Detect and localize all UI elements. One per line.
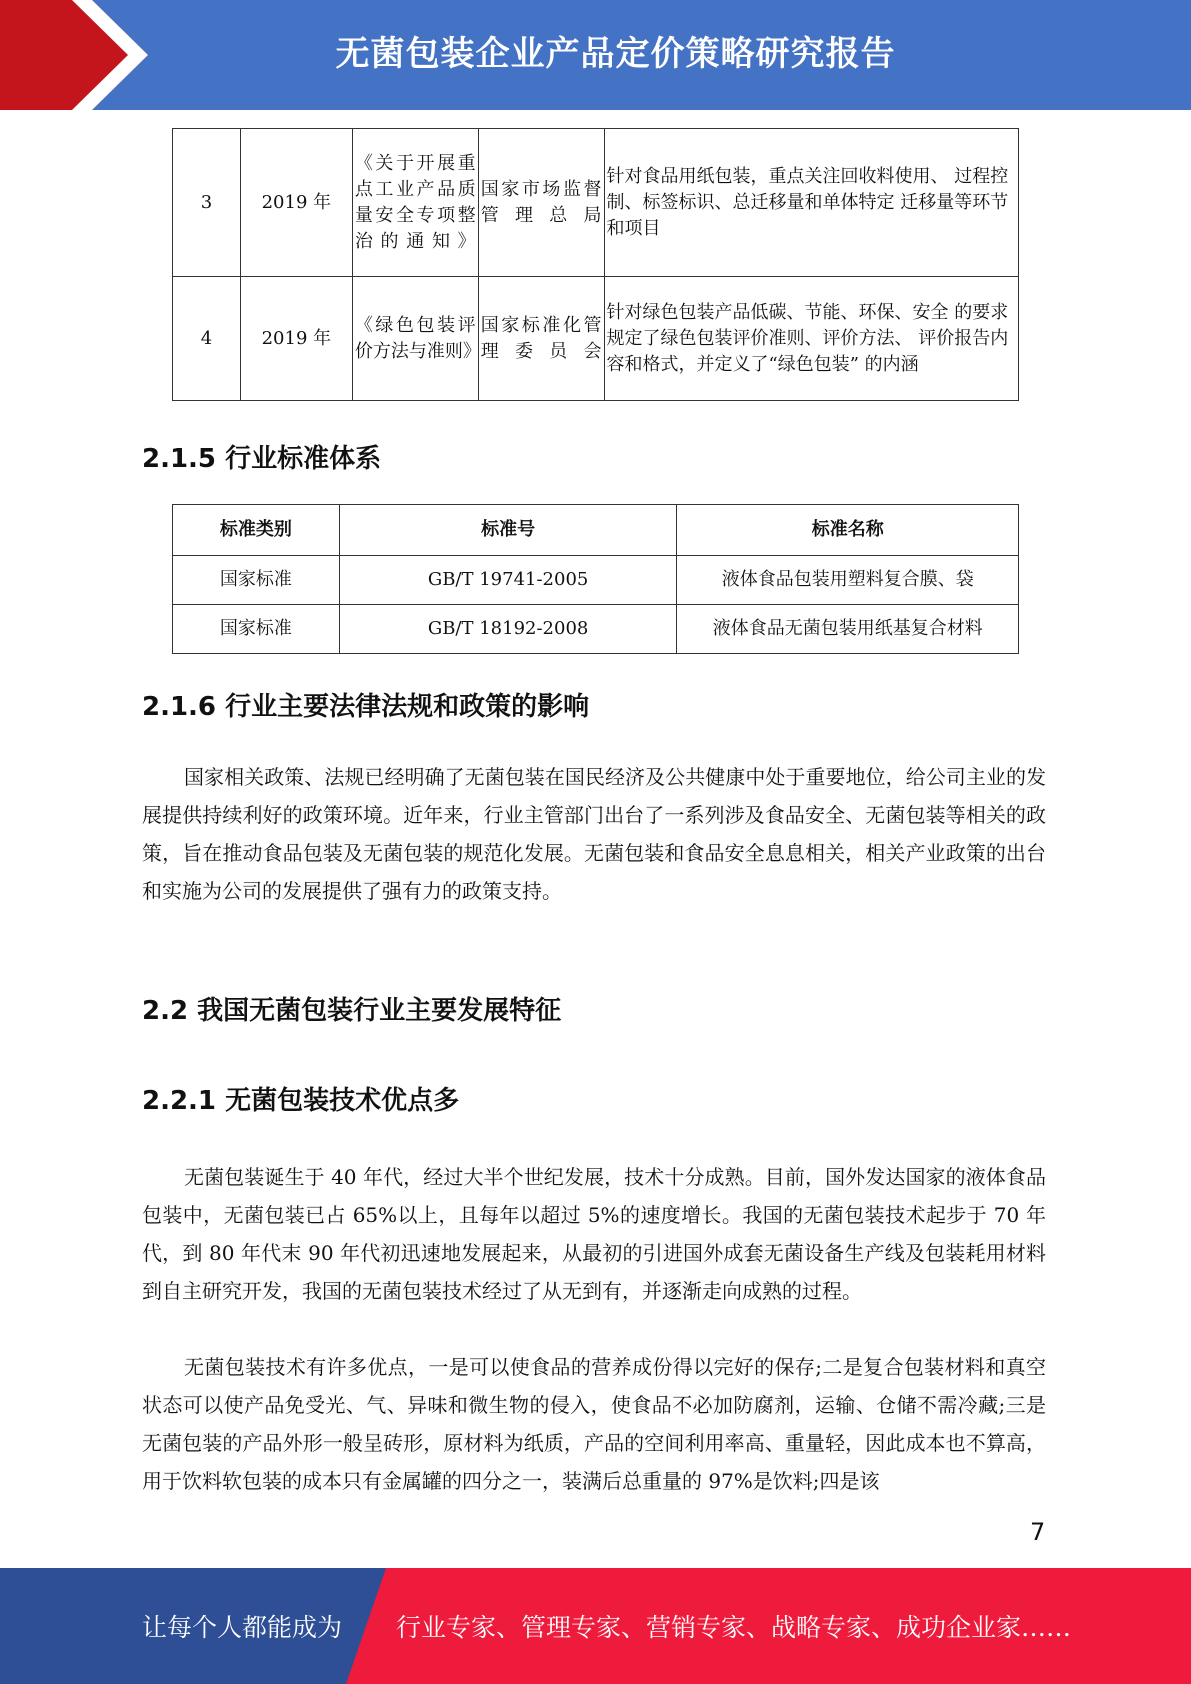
policy-issuer: 国家市场监督管理总局 [478, 129, 604, 277]
standard-category: 国家标准 [173, 556, 340, 605]
section-2-2-1-paragraph-2: 无菌包装技术有许多优点，一是可以使食品的营养成份得以完好的保存;二是复合包装材料和真空状态可以使产品免受光、气、异味和微生物的侵入，使食品不必加防腐剂，运输、仓储不需冷藏;三是无菌包装的产品外形一般呈砖形，原材料为纸质，产品的空间利用率高、重量轻，因此成本也不算高，用于饮料软包装的成本只有金属罐的四分之一，装满后总重量的 97%是饮料;四是该 [142, 1355, 1046, 1493]
table-row [173, 556, 1019, 605]
row-year: 2019 年 [240, 277, 352, 401]
column-header: 标准号 [339, 505, 677, 556]
table-row [173, 277, 1019, 401]
row-number: 4 [173, 277, 241, 401]
page-header [0, 0, 1191, 110]
standard-name: 液体食品包装用塑料复合膜、袋 [677, 556, 1019, 605]
policy-title: 《关于开展重点工业产品质量安全专项整治的通知》 [352, 129, 478, 277]
column-header: 标准名称 [677, 505, 1019, 556]
policy-title: 《绿色包装评价方法与准则》 [352, 277, 478, 401]
section-heading-2-1-6: 2.1.6 行业主要法律法规和政策的影响 [142, 692, 590, 722]
standard-category: 国家标准 [173, 605, 340, 654]
standard-number: GB/T 19741-2005 [339, 556, 677, 605]
footer-slogan-left: 让每个人都能成为 [142, 1613, 343, 1642]
standard-name: 液体食品无菌包装用纸基复合材料 [677, 605, 1019, 654]
section-heading-2-2: 2.2 我国无菌包装行业主要发展特征 [142, 996, 562, 1026]
table-row [173, 129, 1019, 277]
standards-table [172, 504, 1019, 654]
policy-table [172, 128, 1019, 401]
policy-content: 针对绿色包装产品低碳、节能、环保、安全 的要求规定了绿色包装评价准则、评价方法、 评价报告内容和格式，并定义了“绿色包装” 的内涵 [604, 277, 1018, 401]
standard-number: GB/T 18192-2008 [339, 605, 677, 654]
page-number: 7 [1030, 1518, 1046, 1546]
column-header: 标准类别 [173, 505, 340, 556]
section-heading-2-1-5: 2.1.5 行业标准体系 [142, 444, 382, 474]
table-header-row [173, 505, 1019, 556]
section-2-1-6-paragraph: 国家相关政策、法规已经明确了无菌包装在国民经济及公共健康中处于重要地位，给公司主业的发展提供持续利好的政策环境。近年来，行业主管部门出台了一系列涉及食品安全、无菌包装等相关的政策，旨在推动食品包装及无菌包装的规范化发展。无菌包装和食品安全息息相关，相关产业政策的出台和实施为公司的发展提供了强有力的政策支持。 [142, 765, 1046, 903]
table-row [173, 605, 1019, 654]
row-number: 3 [173, 129, 241, 277]
policy-content: 针对食品用纸包装，重点关注回收料使用、 过程控制、标签标识、总迁移量和单体特定 迁移量等环节和项目 [604, 129, 1018, 277]
row-year: 2019 年 [240, 129, 352, 277]
policy-issuer: 国家标准化管理委员会 [478, 277, 604, 401]
page-footer [0, 1568, 1191, 1684]
section-heading-2-2-1: 2.2.1 无菌包装技术优点多 [142, 1086, 460, 1116]
footer-slogan-right: 行业专家、管理专家、营销专家、战略专家、成功企业家…… [396, 1613, 1072, 1642]
section-2-2-1-paragraph-1: 无菌包装诞生于 40 年代，经过大半个世纪发展，技术十分成熟。目前，国外发达国家的液体食品包装中，无菌包装已占 65%以上，且每年以超过 5%的速度增长。我国的无菌包装技术起步于 70 年代，到 80 年代末 90 年代初迅速地发展起来，从最初的引进国外成套无菌设备生产线及包装耗用材料到自主研究开发，我国的无菌包装技术经过了从无到有，并逐渐走向成熟的过程。 [142, 1165, 1046, 1303]
report-title: 无菌包装企业产品定价策略研究报告 [335, 34, 896, 74]
